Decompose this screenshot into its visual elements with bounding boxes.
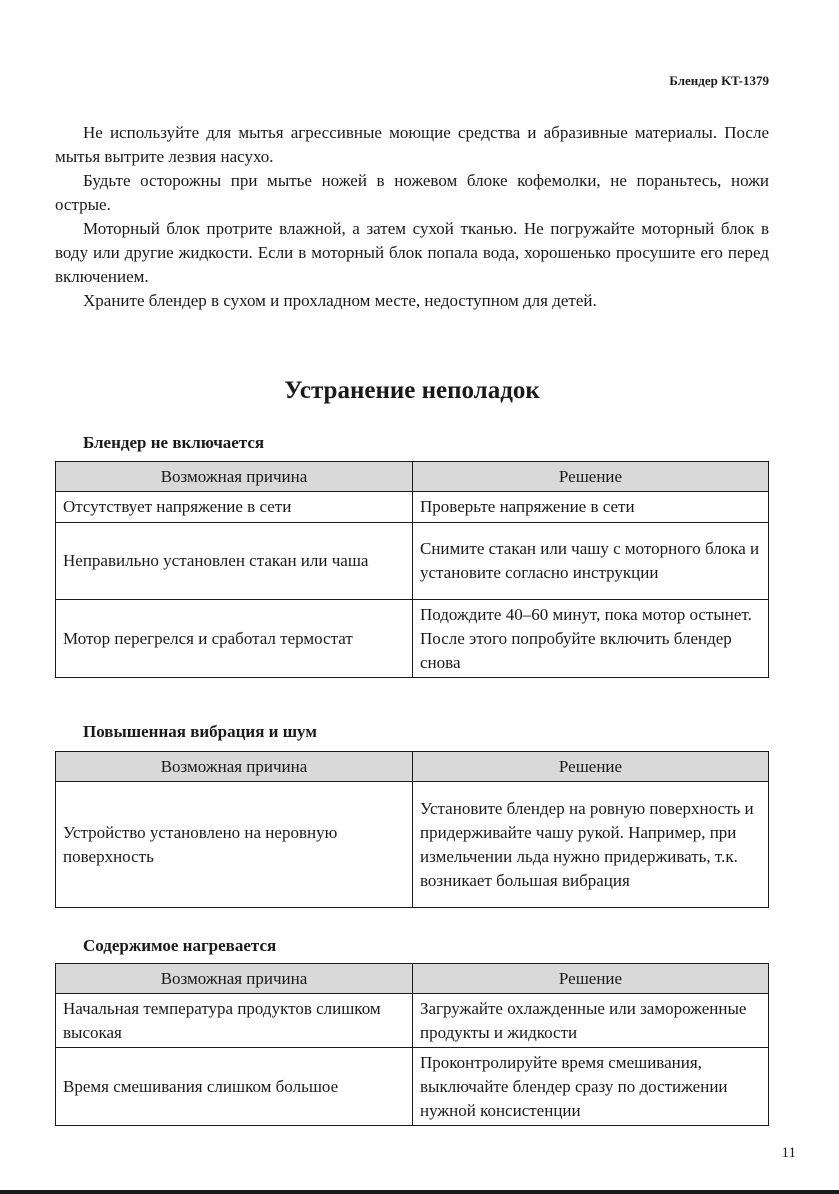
table-title-vibration: Повышенная вибрация и шум — [83, 722, 317, 741]
table-row — [56, 600, 769, 678]
solution-cell: Загружайте охлажденные или замороженные продукты и жидкости — [413, 994, 769, 1048]
column-header-solution: Решение — [413, 964, 769, 994]
table-row — [56, 994, 769, 1048]
page-bottom-rule — [0, 1190, 839, 1194]
table-title-heating: Содержимое нагревается — [83, 936, 277, 955]
cause-cell: Устройство установлено на неровную поверхность — [56, 782, 413, 908]
table-row — [56, 782, 769, 908]
cause-cell: Отсутствует напряжение в сети — [56, 492, 413, 523]
table-row — [56, 1048, 769, 1126]
table-header-row — [56, 752, 769, 782]
intro-paragraph: Не используйте для мытья агрессивные моющие средства и абразивные материалы. После мытья вытрите лезвия насухо. — [55, 123, 769, 166]
running-header: Блендер KT-1379 — [669, 73, 769, 88]
troubleshooting-table-no-power — [55, 461, 769, 678]
solution-cell: Снимите стакан или чашу с моторного блока и установите согласно инструкции — [413, 523, 769, 600]
cause-cell: Время смешивания слишком большое — [56, 1048, 413, 1126]
table-title-no-power: Блендер не включается — [83, 433, 265, 452]
table-row — [56, 492, 769, 523]
intro-text — [55, 121, 769, 313]
troubleshooting-table-vibration — [55, 751, 769, 908]
solution-cell: Проверьте напряжение в сети — [413, 492, 769, 523]
solution-cell: Проконтролируйте время смешивания, выключайте блендер сразу по достижении нужной консистенции — [413, 1048, 769, 1126]
troubleshooting-table-heating — [55, 963, 769, 1126]
section-title: Устранение неполадок — [284, 377, 540, 404]
table-header-row — [56, 462, 769, 492]
intro-paragraph: Храните блендер в сухом и прохладном месте, недоступном для детей. — [83, 291, 597, 310]
solution-cell: Установите блендер на ровную поверхность и придерживайте чашу рукой. Например, при измельчении льда нужно придерживать, т.к. возникает большая вибрация — [413, 782, 769, 908]
column-header-cause: Возможная причина — [56, 752, 413, 782]
cause-cell: Неправильно установлен стакан или чаша — [56, 523, 413, 600]
cause-cell: Начальная температура продуктов слишком высокая — [56, 994, 413, 1048]
cause-cell: Мотор перегрелся и сработал термостат — [56, 600, 413, 678]
table-row — [56, 523, 769, 600]
column-header-cause: Возможная причина — [56, 964, 413, 994]
page-number: 11 — [781, 1145, 796, 1161]
column-header-solution: Решение — [413, 752, 769, 782]
intro-paragraph: Будьте осторожны при мытье ножей в ножевом блоке кофемолки, не пораньтесь, ножи острые. — [55, 171, 769, 214]
column-header-solution: Решение — [413, 462, 769, 492]
column-header-cause: Возможная причина — [56, 462, 413, 492]
table-header-row — [56, 964, 769, 994]
solution-cell: Подождите 40–60 минут, пока мотор остынет. После этого попробуйте включить блендер снова — [413, 600, 769, 678]
intro-paragraph: Моторный блок протрите влажной, а затем сухой тканью. Не погружайте моторный блок в воду или другие жидкости. Если в моторный блок попала вода, хорошенько просушите его перед включением. — [55, 219, 769, 286]
